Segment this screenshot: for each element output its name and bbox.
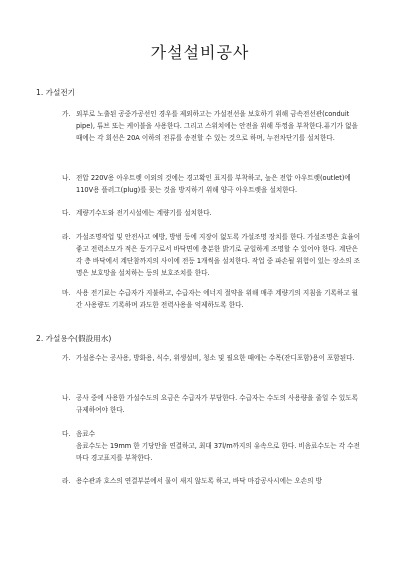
list-item xyxy=(62,231,362,279)
item-marker: 마. xyxy=(62,289,71,297)
item-marker: 라. xyxy=(62,233,71,241)
list-item xyxy=(62,475,362,487)
item-text: 외부로 노출된 공중가공선인 경우를 제외하고는 가설전선을 보호하기 위해 금속전선관(conduit pipe), 튜브 또는 케이블을 사용한다. 그리고 스위치에는 안전을 위해 뚜껑을 부착한다.퓨기가 없을 때에는 각 회선은 20A 이하의 전류를 송전할 수 있는 것으로 하며, 누전차단기를 설치한다. xyxy=(76,110,358,142)
list-item xyxy=(62,392,362,416)
list-item xyxy=(62,172,362,196)
item-text: 음료수 음료수도는 19mm 한 기당만을 연결하고, 최대 37l/m까지의 유속으로 한다. 비음료수도는 각 수전마다 경고표지를 부착한다. xyxy=(76,430,360,462)
list-item xyxy=(62,108,362,144)
item-text: 공사 중에 사용한 가설수도의 요금은 수급자가 부담한다. 수급자는 수도의 사용량을 줄일 수 있도록 규제하여야 한다. xyxy=(76,394,359,414)
item-text: 사용 전기료는 수급자가 지불하고, 수급자는 에너지 절약을 위해 매주 계량기의 지침을 기록하고 월간 사용량도 기록하며 과도한 전력사용을 억제하도록 한다. xyxy=(76,289,359,309)
item-text: 가설조명작업 및 안전사고 예방, 방범 등에 지장이 없도록 가설조명 장치를 한다. 가설조명은 효율이 좋고 전력소모가 적은 등기구로서 바닥면에 충분한 밝기로 균일하게 조명할 수 있어야 한다. 계단은 각 층 바닥에서 계단참까지의 사이에 전등 1개씩을 설치한다. 작업 중 파손될 위험이 있는 장소의 조명은 보호망을 설치하는 등의 보호조치를 한다. xyxy=(76,233,361,277)
item-text: 계량기수도와 전기시설에는 계량기를 설치한다. xyxy=(76,209,212,217)
list-item xyxy=(62,287,362,311)
item-text: 가설용수는 공사용, 방화용, 식수, 위생설비, 청소 및 필요한 때에는 수목(잔디포함)용이 포함된다. xyxy=(76,354,355,362)
item-marker: 라. xyxy=(62,477,71,485)
item-text: 전압 220V용 아우트렛 이외의 것에는 경고확인 표지를 부착하고, 높은 전압 아우트렛(outlet)에 110V용 플러그(plug)를 꽂는 것을 방지하기 위해 양극 아우트렛을 설치한다. xyxy=(76,174,351,194)
list-item xyxy=(62,207,362,219)
list-item xyxy=(62,352,362,364)
section-heading: 1. 가설전기 xyxy=(36,88,76,97)
item-marker: 나. xyxy=(62,394,71,402)
item-marker: 다. xyxy=(62,209,71,217)
section-heading: 2. 가설용수(假設用水) xyxy=(36,334,112,343)
item-marker: 가. xyxy=(62,110,71,118)
list-item xyxy=(62,428,362,464)
item-marker: 다. xyxy=(62,430,71,438)
document-title: 가설설비공사 xyxy=(150,43,250,62)
item-marker: 가. xyxy=(62,354,71,362)
item-marker: 나. xyxy=(62,174,71,182)
item-text: 용수관과 호스의 연결부분에서 물이 새지 않도록 하고, 바닥 마감공사시에는 오손의 방 xyxy=(76,477,322,485)
